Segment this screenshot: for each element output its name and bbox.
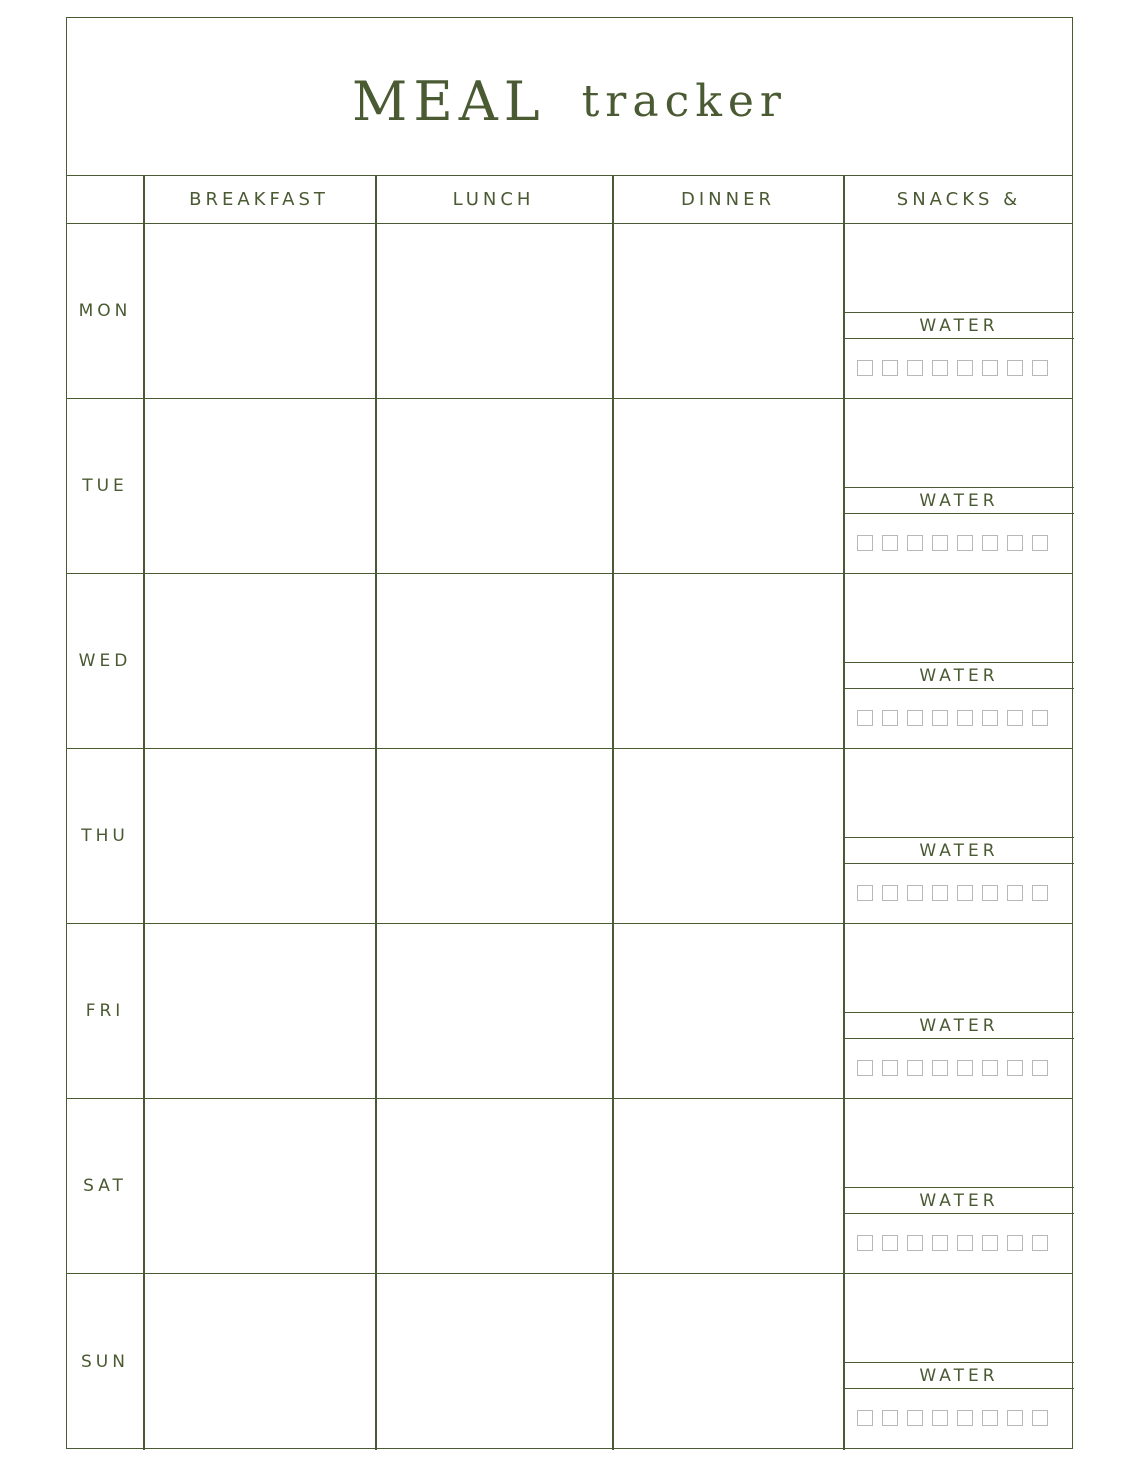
water-checkboxes <box>857 710 1048 726</box>
snacks-cell[interactable] <box>844 399 1074 573</box>
water-checkbox[interactable] <box>932 1235 948 1251</box>
day-label: TUE <box>82 476 128 496</box>
water-checkbox[interactable] <box>857 885 873 901</box>
day-label: FRI <box>85 1001 125 1021</box>
water-checkboxes <box>857 535 1048 551</box>
water-checkbox[interactable] <box>907 360 923 376</box>
water-label: WATER <box>844 662 1074 689</box>
dinner-cell[interactable] <box>612 1099 844 1273</box>
dinner-cell[interactable] <box>612 749 844 923</box>
day-row-tue <box>67 399 1072 574</box>
water-checkbox[interactable] <box>982 1410 998 1426</box>
grid-line <box>143 176 145 1450</box>
water-checkboxes <box>857 1235 1048 1251</box>
water-checkbox[interactable] <box>907 710 923 726</box>
water-checkboxes <box>857 360 1048 376</box>
water-checkboxes <box>857 885 1048 901</box>
breakfast-cell[interactable] <box>143 399 375 573</box>
water-checkbox[interactable] <box>1032 885 1048 901</box>
day-label: THU <box>81 826 129 846</box>
water-checkbox[interactable] <box>982 535 998 551</box>
water-checkbox[interactable] <box>907 885 923 901</box>
water-checkbox[interactable] <box>857 1060 873 1076</box>
water-checkbox[interactable] <box>932 1060 948 1076</box>
water-checkbox[interactable] <box>857 360 873 376</box>
column-header-dinner: DINNER <box>681 189 775 210</box>
water-checkbox[interactable] <box>1032 1410 1048 1426</box>
water-checkbox[interactable] <box>907 1060 923 1076</box>
breakfast-cell[interactable] <box>143 1274 375 1449</box>
water-label: WATER <box>844 1187 1074 1214</box>
water-checkbox[interactable] <box>932 710 948 726</box>
water-checkbox[interactable] <box>957 885 973 901</box>
day-label: SUN <box>81 1351 129 1372</box>
lunch-cell[interactable] <box>375 399 612 573</box>
water-checkbox[interactable] <box>1007 710 1023 726</box>
lunch-cell[interactable] <box>375 224 612 398</box>
water-checkbox[interactable] <box>882 1060 898 1076</box>
day-row-sun <box>67 1274 1072 1449</box>
water-checkbox[interactable] <box>982 1060 998 1076</box>
snacks-cell[interactable] <box>844 224 1074 398</box>
water-checkbox[interactable] <box>1007 360 1023 376</box>
snacks-cell[interactable] <box>844 1099 1074 1273</box>
water-checkbox[interactable] <box>982 360 998 376</box>
title-sub: tracker <box>581 76 787 127</box>
breakfast-cell[interactable] <box>143 574 375 748</box>
water-checkbox[interactable] <box>1007 535 1023 551</box>
dinner-cell[interactable] <box>612 574 844 748</box>
water-checkbox[interactable] <box>882 1235 898 1251</box>
water-checkbox[interactable] <box>857 535 873 551</box>
water-checkbox[interactable] <box>982 710 998 726</box>
water-checkbox[interactable] <box>882 710 898 726</box>
breakfast-cell[interactable] <box>143 924 375 1098</box>
lunch-cell[interactable] <box>375 1274 612 1449</box>
water-checkbox[interactable] <box>1032 535 1048 551</box>
water-checkbox[interactable] <box>882 535 898 551</box>
water-checkbox[interactable] <box>882 885 898 901</box>
day-row-fri <box>67 924 1072 1099</box>
snacks-cell[interactable] <box>844 749 1074 923</box>
water-label: WATER <box>844 1362 1074 1389</box>
water-checkbox[interactable] <box>1032 1235 1048 1251</box>
water-checkboxes <box>857 1410 1048 1426</box>
day-label: WED <box>78 651 132 671</box>
water-checkbox[interactable] <box>932 535 948 551</box>
day-row-wed <box>67 574 1072 749</box>
column-header-lunch: LUNCH <box>452 189 535 210</box>
water-checkbox[interactable] <box>907 1410 923 1426</box>
breakfast-cell[interactable] <box>143 749 375 923</box>
water-checkbox[interactable] <box>1032 360 1048 376</box>
water-checkbox[interactable] <box>1007 1410 1023 1426</box>
water-checkbox[interactable] <box>907 535 923 551</box>
water-label: WATER <box>844 487 1074 514</box>
grid-line <box>843 176 845 1450</box>
water-checkbox[interactable] <box>1007 1060 1023 1076</box>
snacks-cell[interactable] <box>844 924 1074 1098</box>
water-checkbox[interactable] <box>957 1060 973 1076</box>
breakfast-cell[interactable] <box>143 1099 375 1273</box>
water-checkbox[interactable] <box>907 1235 923 1251</box>
title-area <box>67 18 1072 176</box>
day-row-mon <box>67 224 1072 399</box>
water-checkbox[interactable] <box>932 360 948 376</box>
title-main: MEAL <box>352 70 546 133</box>
water-checkbox[interactable] <box>982 1235 998 1251</box>
water-label: WATER <box>844 837 1074 864</box>
snacks-cell[interactable] <box>844 574 1074 748</box>
water-checkbox[interactable] <box>957 1235 973 1251</box>
water-checkbox[interactable] <box>957 535 973 551</box>
lunch-cell[interactable] <box>375 1099 612 1273</box>
day-label: MON <box>78 301 132 321</box>
water-checkbox[interactable] <box>932 885 948 901</box>
column-header-snacks: SNACKS & <box>896 189 1022 210</box>
lunch-cell[interactable] <box>375 749 612 923</box>
day-row-thu <box>67 749 1072 924</box>
breakfast-cell[interactable] <box>143 224 375 398</box>
water-checkbox[interactable] <box>857 1410 873 1426</box>
water-checkbox[interactable] <box>882 1410 898 1426</box>
water-checkbox[interactable] <box>1007 1235 1023 1251</box>
water-checkbox[interactable] <box>1007 885 1023 901</box>
water-checkbox[interactable] <box>957 710 973 726</box>
water-checkbox[interactable] <box>857 1235 873 1251</box>
water-label: WATER <box>844 312 1074 339</box>
grid-line <box>612 176 614 1450</box>
water-label: WATER <box>844 1012 1074 1039</box>
grid-line <box>375 176 377 1450</box>
day-label: SAT <box>83 1176 127 1196</box>
dinner-cell[interactable] <box>612 924 844 1098</box>
water-checkbox[interactable] <box>857 710 873 726</box>
water-checkboxes <box>857 1060 1048 1076</box>
water-checkbox[interactable] <box>882 360 898 376</box>
water-checkbox[interactable] <box>957 1410 973 1426</box>
lunch-cell[interactable] <box>375 574 612 748</box>
snacks-cell[interactable] <box>844 1274 1074 1449</box>
water-checkbox[interactable] <box>957 360 973 376</box>
dinner-cell[interactable] <box>612 399 844 573</box>
water-checkbox[interactable] <box>932 1410 948 1426</box>
column-header-breakfast: BREAKFAST <box>189 189 329 210</box>
lunch-cell[interactable] <box>375 924 612 1098</box>
dinner-cell[interactable] <box>612 224 844 398</box>
water-checkbox[interactable] <box>1032 1060 1048 1076</box>
meal-tracker-sheet <box>66 17 1073 1449</box>
column-header-row <box>67 176 1072 224</box>
water-checkbox[interactable] <box>1032 710 1048 726</box>
dinner-cell[interactable] <box>612 1274 844 1449</box>
day-row-sat <box>67 1099 1072 1274</box>
water-checkbox[interactable] <box>982 885 998 901</box>
